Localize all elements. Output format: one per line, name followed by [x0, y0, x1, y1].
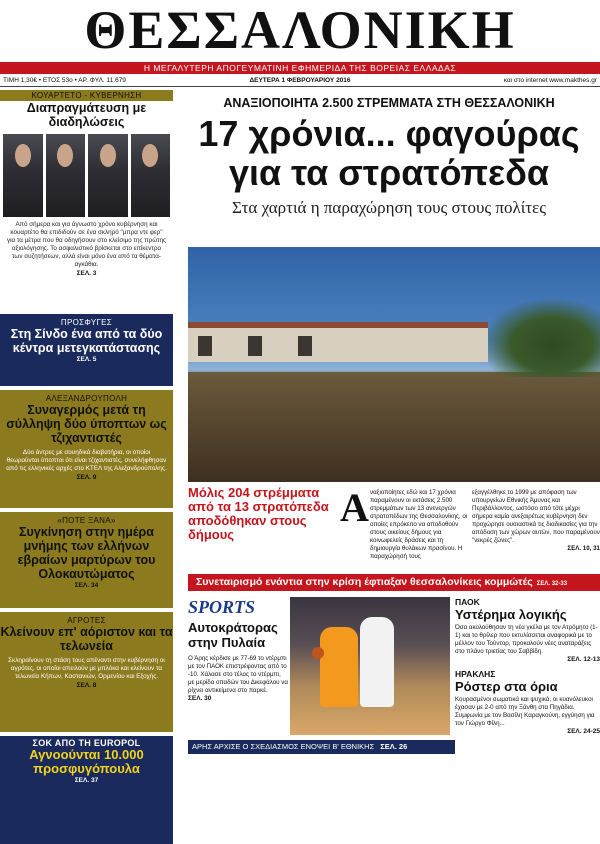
story-paok[interactable]: [455, 597, 600, 663]
aris-banner[interactable]: [188, 740, 455, 754]
drop-cap: Α: [340, 485, 369, 530]
sports-sidebar: [455, 597, 600, 735]
story-headline[interactable]: Συγκίνηση στην ημέρα μνήμης των ελλήνων εβραίων μαρτύρων του Ολοκαυτώματος: [17, 525, 156, 581]
issue-date: ΔΕΥΤΕΡΑ 1 ΦΕΒΡΟΥΑΡΙΟΥ 2016: [249, 77, 351, 84]
player-white: [360, 617, 394, 707]
story-headline[interactable]: Αγνοούνται 10.000 προσφυγόπουλα: [29, 747, 144, 776]
page-ref: ΣΕΛ. 10, 31: [567, 545, 600, 552]
trees: [480, 297, 600, 377]
page-ref: ΣΕΛ. 26: [380, 742, 408, 751]
story-body: Από σήμερα και για άγνωστο χρόνο κυβέρνηση και κουαρτέτο θα επιδιδούν σε ένα σκληρό "μπρα ντε φερ" για τα μέτρα που θα οδηγήσουν στο κλείσιμο της πρώτης αξιολόγησης. Το ασφαλιστικό βρίσκεται στο επίκεντρο των συζητήσεων, αλλά είναι μόνο ένα από τα θέματα-αγκάθια.: [6, 221, 167, 268]
basketball: [312, 647, 324, 659]
lead-headline-line2: για τα στρατόπεδα: [228, 152, 550, 193]
story-headline[interactable]: Υστέρημα λογικής: [455, 607, 567, 622]
hairdressers-banner[interactable]: [188, 574, 600, 591]
sports-section[interactable]: [188, 597, 288, 702]
sports-logo: SPORTS: [188, 597, 256, 617]
lead-supertitle: ΑΝΑΞΙΟΠΟΙΗΤΑ 2.500 ΣΤΡΕΜΜΑΤΑ ΣΤΗ ΘΕΣΣΑΛΟΝΙΚΗ: [223, 96, 555, 110]
page-ref: ΣΕΛ. 30: [188, 695, 212, 702]
lead-body-col2-text: εξαγγέλθηκε το 1999 με απόφαση των υπουργείων Εθνικής Άμυνας και Περιβάλλοντος, ωστόσο από τότε μέχρι σήμερα καμία ανεξαιρέτως κυβέρνηση δεν προχώρησε ουσιαστικά τις διαδικασίες για την απόδοση των χώρων αυτών, που παραμένουν "νεκρές ζώνες".: [472, 489, 600, 544]
page-ref: ΣΕΛ. 9: [76, 474, 97, 481]
sports-body: Ο Άρης κέρδισε με 77-69 το ντέρμπι με τον ΠΑΟΚ επιστρέφοντας από το -10. Χάλασε στο τέλος το ντέρμπι, με μερίδα οπαδών του Δικεφάλου να ρίχνει αντικείμενα στο παρκέ.: [188, 655, 288, 694]
story-kicker: ΗΡΑΚΛΗΣ: [455, 669, 496, 679]
info-bar: [0, 75, 600, 87]
lead-headline-line1: 17 χρόνια... φαγούρας: [198, 113, 580, 154]
story-headline[interactable]: Συναγερμός μετά τη σύλληψη δύο ύποπτων ως τζιχαντιστές: [6, 403, 167, 445]
price-info: ΤΙΜΗ 1,30€ • ΕΤΟΣ 53ο • ΑΡ. ΦΥΛ. 11.679: [3, 77, 126, 84]
story-headline[interactable]: Διαπραγμάτευση με διαδηλώσεις: [26, 101, 147, 129]
portrait-photo: [131, 134, 171, 217]
sidebar-story-europol[interactable]: [0, 736, 173, 844]
page-ref: ΣΕΛ. 3: [76, 270, 97, 277]
story-headline[interactable]: Στη Σίνδο ένα από τα δύο κέντρα μετεγκατάστασης: [10, 327, 163, 355]
tagline: Η ΜΕΓΑΛΥΤΕΡΗ ΑΠΟΓΕΥΜΑΤΙΝΗ ΕΦΗΜΕΡΙΔΑ ΤΗΣ ΒΟΡΕΙΑΣ ΕΛΛΑΔΑΣ: [0, 62, 600, 74]
lead-headline[interactable]: [178, 114, 600, 192]
sports-headline[interactable]: Αυτοκράτορας στην Πυλαία: [188, 620, 278, 650]
lead-red-summary: Μόλις 204 στρέμματα από τα 13 στρατόπεδα αποδόθηκαν στους δήμους: [188, 485, 329, 542]
story-iraklis[interactable]: [455, 669, 600, 735]
player-orange: [320, 627, 358, 707]
banner-text: Συνεταιρισμό ενάντια στην κρίση έφτιαξαν θεσσαλονίκεις κομμώτές: [196, 576, 533, 588]
website[interactable]: και στο internet www.makthes.gr: [503, 77, 597, 84]
camp-building: [188, 322, 488, 362]
story-kicker: ΠΑΟΚ: [455, 597, 480, 607]
story-body: Όσα ακολούθησαν τη νέα γκέλα με τον Ατρόμητο (1-1) και το θρίλερ που εκτυλίσσεται αναφορικά με το μέλλον του Τούντορ, προκαλούν νέες αναταράξεις στο πλάνο τριετίας του Σαββίδη.: [455, 624, 598, 655]
politicians-photo: [3, 134, 170, 217]
story-kicker: ΣΟΚ ΑΠΟ ΤΗ EUROPOL: [32, 738, 141, 748]
sidebar-story-refugees[interactable]: [0, 314, 173, 386]
lead-body-col1: ναξιοποίητες εδώ και 17 χρόνια παραμένουν οι εκτάσεις 2.500 στρεμμάτων των 13 ανενεργών στρατοπέδων της Θεσσαλονίκης, οι οποίες επρόκειτο να αποδοθούν στους οικείους δήμους για κοινωφελείς δράσεις και τη δημιουργία θυλάκων πρασίνου. Η παραχώρησή τους: [370, 489, 468, 560]
military-camp-photo: [188, 247, 600, 482]
story-kicker: ΑΛΕΞΑΝΔΡΟΥΠΟΛΗ: [45, 394, 128, 403]
story-kicker: ΠΡΟΣΦΥΓΕΣ: [60, 318, 113, 327]
portrait-photo: [46, 134, 86, 217]
page-ref: ΣΕΛ. 8: [76, 682, 97, 689]
story-body: Κουρασμένοι σωματικά και ψυχικά, οι κυανόλευκοι έχασαν με 2-0 από την Ξάνθη στα Πηγάδια. Συμφωνία με τον Βασίλη Καραγκούνη, εγγύηση για τον Γιώργο Φίλη...: [455, 696, 595, 727]
story-kicker: ΑΓΡΟΤΕΣ: [67, 616, 106, 625]
page-ref: ΣΕΛ. 5: [76, 356, 97, 363]
story-body: Σκληραίνουν τη στάση τους απέναντι στην κυβέρνηση οι αγρότες, οι οποίοι απειλούν με μπλόκα και κλείνουν τα τελωνεία Κήπων, Καστανιών, Ορμενίου και Εξοχής.: [8, 657, 165, 680]
story-kicker: ΚΟΥΑΡΤΕΤΟ - ΚΥΒΕΡΝΗΣΗ: [0, 90, 173, 101]
basketball-photo: [290, 597, 450, 735]
ground-area: [188, 372, 600, 482]
sidebar: [0, 90, 173, 784]
banner-text: ΑΡΗΣ ΑΡΧΙΣΕ Ο ΣΧΕΔΙΑΣΜΟΣ ΕΝΟΨΕΙ Β' ΕΘΝΙΚΗΣ: [192, 742, 375, 751]
portrait-photo: [88, 134, 128, 217]
lead-body-col2: [472, 489, 600, 553]
lead-story: [178, 90, 600, 755]
sidebar-story-alexandroupoli[interactable]: [0, 390, 173, 508]
lead-deck: Στα χαρτιά η παραχώρηση τους στους πολίτες: [232, 198, 546, 217]
story-body: Δύο άντρες με σουηδικά διαβατήρια, οι οποίοι θεωρούνται ύποπτοι ότι είναι τζιχαντιστές, συνελήφθησαν από τις ελληνικές αρχές στο ΚΤΕΛ της Αλεξανδρούπολης.: [6, 449, 167, 472]
page-ref: ΣΕΛ. 37: [74, 777, 99, 784]
sidebar-story-farmers[interactable]: [0, 612, 173, 732]
page-ref: ΣΕΛ. 34: [74, 582, 99, 589]
page-ref: ΣΕΛ. 24-25: [567, 728, 600, 735]
newspaper-title: ΘΕΣΣΑΛΟΝΙΚΗ: [84, 0, 516, 60]
page-ref: ΣΕΛ. 32-33: [536, 581, 568, 587]
page-ref: ΣΕΛ. 12-13: [567, 656, 600, 663]
story-headline[interactable]: Ρόστερ στα όρια: [455, 679, 558, 694]
story-kicker: «ΠΟΤΕ ΞΑΝΑ»: [57, 516, 116, 525]
portrait-photo: [3, 134, 43, 217]
sidebar-story-quartet[interactable]: [0, 90, 173, 310]
sidebar-story-holocaust[interactable]: [0, 512, 173, 608]
story-headline[interactable]: Κλείνουν επ' αόριστον και τα τελωνεία: [0, 625, 173, 653]
masthead: [0, 0, 600, 62]
